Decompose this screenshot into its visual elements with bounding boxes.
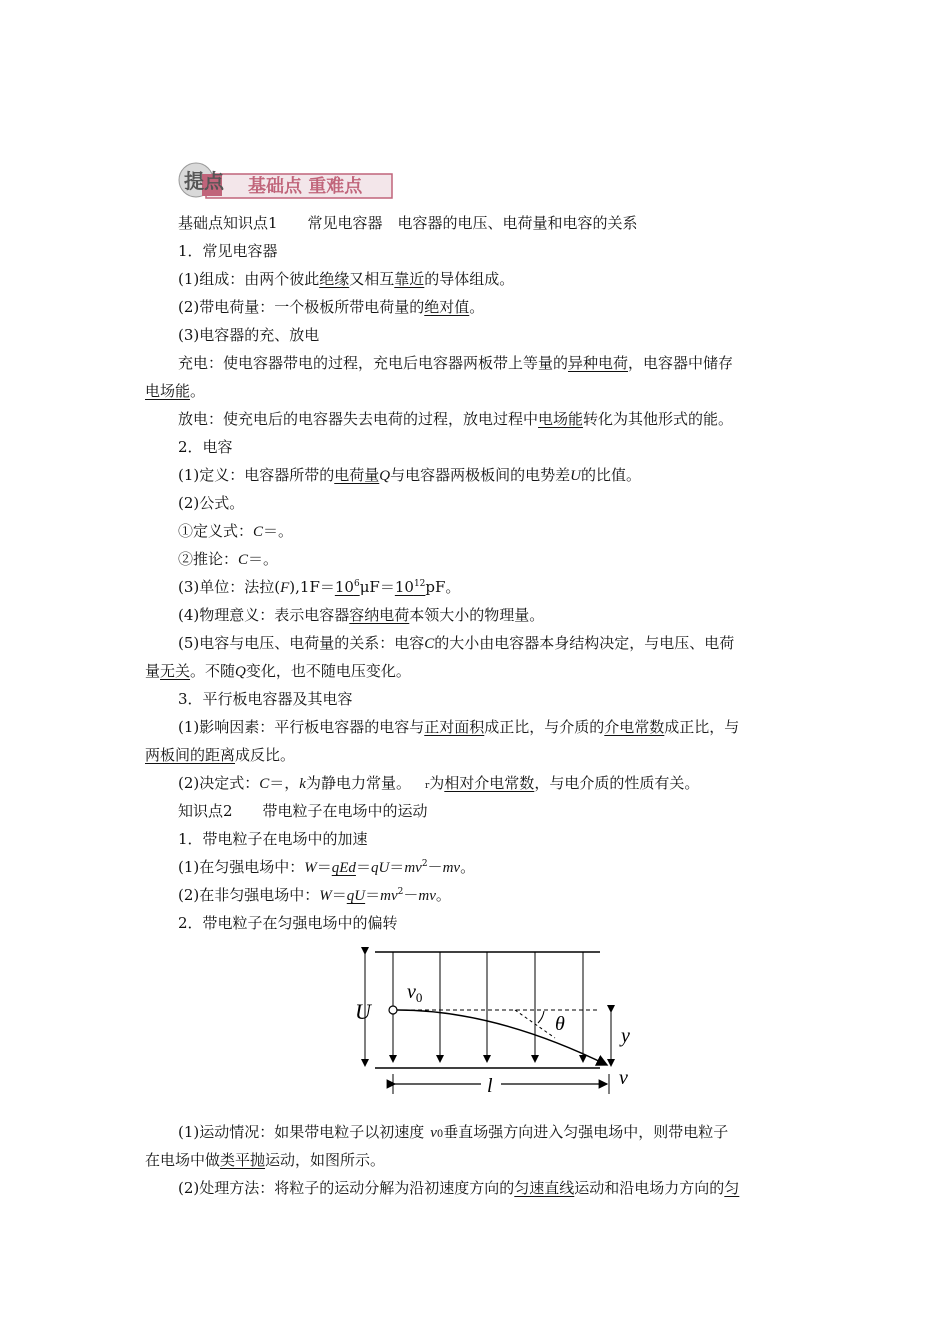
text: ，与电介质的性质有关。: [534, 774, 700, 792]
text: 。: [435, 886, 451, 904]
text: ，电容器中储存: [628, 354, 734, 372]
answer-blank: 相对介电常数: [444, 774, 535, 792]
text: (2)决定式：: [178, 774, 260, 792]
text: 基础点知识点1: [178, 214, 278, 232]
exponent: 2: [397, 887, 404, 897]
subsection-heading: [178, 913, 398, 933]
answer-blank: [395, 578, 426, 596]
text: (2)处理方法：将粒子的运动分解为沿初速度方向的: [178, 1179, 515, 1197]
banner-title: 基础点 重难点: [248, 176, 363, 197]
banner-graphic: [178, 160, 393, 200]
text: 与电容器两极板间的电势差: [390, 466, 571, 484]
paragraph-line: [145, 661, 411, 682]
text: ＝: [316, 858, 332, 876]
paragraph-line: [178, 269, 514, 289]
text: μF＝: [359, 578, 395, 596]
text: (2)公式。: [178, 494, 245, 512]
answer-blank: qEd: [331, 860, 356, 876]
text: (2)带电荷量：一个极板所带电荷量的: [178, 298, 425, 316]
text: 。: [460, 858, 476, 876]
y-label: y: [621, 1025, 630, 1047]
section-banner: [178, 160, 393, 200]
answer-blank: 电场能: [145, 382, 191, 400]
variable: C: [253, 524, 264, 540]
subsection-heading: [178, 689, 353, 709]
paragraph-line: [178, 297, 484, 317]
text: 变化，也不随电压变化。: [245, 662, 411, 680]
answer-blank: 两板间的距离: [145, 746, 236, 764]
deflection-diagram: [345, 938, 650, 1103]
text: 为: [429, 774, 445, 792]
exponent: 6: [353, 579, 360, 589]
subsection-heading: [178, 437, 233, 457]
text: 2．电容: [178, 438, 233, 456]
paragraph-line: [178, 605, 544, 625]
text: 常见电容器 电容器的电压、电荷量和电容的关系: [277, 214, 638, 232]
text: 。: [190, 382, 206, 400]
paragraph-line: [178, 521, 293, 542]
subscript: r: [424, 781, 430, 791]
variable: mv: [380, 888, 398, 904]
text: 3．平行板电容器及其电容: [178, 690, 353, 708]
variable: F: [280, 580, 290, 596]
text: (3)单位：法拉(: [178, 578, 281, 596]
text: 充电：使电容器带电的过程，充电后电容器两板带上等量的: [178, 354, 569, 372]
answer-blank: 绝缘: [319, 270, 350, 288]
subsection-heading: [178, 241, 278, 261]
paragraph-line: [178, 717, 739, 737]
text: ),1F＝: [289, 578, 335, 596]
text: 2．带电粒子在匀强电场中的偏转: [178, 914, 398, 932]
text: ②推论：: [178, 550, 239, 568]
answer-blank: 匀速直线: [514, 1179, 575, 1197]
variable: C: [238, 552, 249, 568]
text: 成正比，与: [664, 718, 740, 736]
text: pF。: [425, 578, 461, 596]
variable: mv: [442, 860, 461, 876]
text: ＝，: [269, 774, 300, 792]
paragraph-line: [178, 1178, 739, 1198]
text: 1．带电粒子在电场中的加速: [178, 830, 368, 848]
answer-blank: [335, 578, 360, 596]
variable: Q: [379, 468, 391, 484]
v0-symbol: v: [407, 981, 416, 1003]
answer-blank: 电场能: [538, 410, 584, 428]
text: (3)电容器的充、放电: [178, 326, 320, 344]
text: 量: [145, 662, 161, 680]
text: ＝: [355, 858, 371, 876]
answer-blank: 类平抛: [220, 1151, 266, 1169]
paragraph-line: [178, 353, 733, 373]
v-label: v: [619, 1067, 628, 1089]
angle-arc: [538, 1011, 544, 1023]
answer-blank: 匀: [724, 1179, 740, 1197]
paragraph-line: [178, 465, 641, 486]
text: (5)电容与电压、电荷量的关系：电容: [178, 634, 425, 652]
text: 。不随: [190, 662, 236, 680]
text: 的导体组成。: [424, 270, 515, 288]
variable: W: [304, 860, 317, 876]
text: ＝: [389, 858, 405, 876]
variable: Q: [235, 664, 246, 680]
text: ＝: [365, 886, 381, 904]
paragraph-line: [178, 857, 475, 878]
field-lines: [393, 952, 583, 1062]
banner-badge: 提点: [184, 169, 224, 193]
text: ①定义式：: [178, 522, 254, 540]
paragraph-line: [178, 577, 460, 598]
paragraph-line: [178, 325, 319, 345]
variable: C: [259, 776, 270, 792]
v0-subscript: 0: [415, 990, 423, 1005]
trajectory: [397, 1010, 607, 1065]
paragraph-line: [178, 409, 733, 429]
text: －: [403, 886, 419, 904]
text: ＝。: [263, 522, 294, 540]
answer-blank: 介电常数: [604, 718, 665, 736]
text: 又相互: [349, 270, 395, 288]
text: 运动和沿电场力方向的: [574, 1179, 725, 1197]
paragraph-line: [145, 381, 205, 401]
answer-blank: 绝对值: [424, 298, 470, 316]
text: 1．常见电容器: [178, 242, 278, 260]
text: 成反比。: [235, 746, 296, 764]
text: 本领大小的物理量。: [409, 606, 545, 624]
paragraph-line: [178, 633, 734, 654]
text: ＝。: [248, 550, 279, 568]
knowledge-heading-1: [178, 213, 638, 233]
text: 为静电力常量。: [305, 774, 411, 792]
text: 10: [394, 578, 414, 596]
text: 知识点2: [178, 802, 233, 820]
text: (1)组成：由两个彼此: [178, 270, 320, 288]
length-label: l: [487, 1075, 493, 1097]
variable: v: [430, 1125, 437, 1141]
answer-blank: 正对面积: [424, 718, 485, 736]
paragraph-line: [178, 773, 699, 796]
variable: k: [299, 776, 306, 792]
variable: qU: [370, 860, 390, 876]
v0-label: [407, 981, 422, 1005]
text: ＝: [331, 886, 347, 904]
text: 。: [469, 298, 485, 316]
exponent: 2: [421, 859, 428, 869]
text: 垂直场强方向进入匀强电场中，则带电粒子: [443, 1123, 729, 1141]
text: 的比值。: [580, 466, 641, 484]
particle: [389, 1006, 397, 1014]
answer-blank: 靠近: [394, 270, 425, 288]
variable: U: [570, 468, 581, 484]
voltage-label: U: [355, 999, 371, 1024]
answer-blank: 异种电荷: [568, 354, 629, 372]
text: 带电粒子在电场中的运动: [232, 802, 428, 820]
text: 转化为其他形式的能。: [583, 410, 734, 428]
variable: C: [424, 636, 435, 652]
paragraph-line: [178, 1122, 728, 1145]
text: 运动，如图所示。: [265, 1151, 386, 1169]
text: 成正比，与介质的: [484, 718, 605, 736]
subscript: 0: [436, 1129, 444, 1140]
variable: mv: [404, 860, 422, 876]
paragraph-line: [178, 885, 451, 906]
subsection-heading: [178, 829, 368, 849]
answer-blank: 容纳电荷: [349, 606, 410, 624]
variable: W: [319, 888, 332, 904]
text: (4)物理意义：表示电容器: [178, 606, 350, 624]
variable: mv: [418, 888, 436, 904]
text: 10: [334, 578, 354, 596]
paragraph-line: [145, 745, 295, 765]
text: (1)运动情况：如果带电粒子以初速度: [178, 1123, 425, 1141]
text: 在电场中做: [145, 1151, 221, 1169]
text: (1)定义：电容器所带的: [178, 466, 335, 484]
answer-blank: qU: [346, 888, 366, 904]
paragraph-line: [145, 1150, 385, 1170]
answer-blank: 电荷量: [334, 466, 380, 484]
answer-blank: 无关: [160, 662, 191, 680]
paragraph-line: [178, 549, 278, 570]
exponent: 12: [413, 579, 426, 589]
text: (1)影响因素：平行板电容器的电容与: [178, 718, 425, 736]
text: 的大小由电容器本身结构决定，与电压、电荷: [434, 634, 735, 652]
theta-label: θ: [555, 1013, 565, 1035]
diagram-svg: [345, 938, 650, 1103]
text: (1)在匀强电场中：: [178, 858, 305, 876]
text: (2)在非匀强电场中：: [178, 886, 320, 904]
knowledge-heading-2: [178, 801, 428, 821]
text: －: [427, 858, 443, 876]
paragraph-line: [178, 493, 244, 513]
text: 放电：使充电后的电容器失去电荷的过程，放电过程中: [178, 410, 539, 428]
